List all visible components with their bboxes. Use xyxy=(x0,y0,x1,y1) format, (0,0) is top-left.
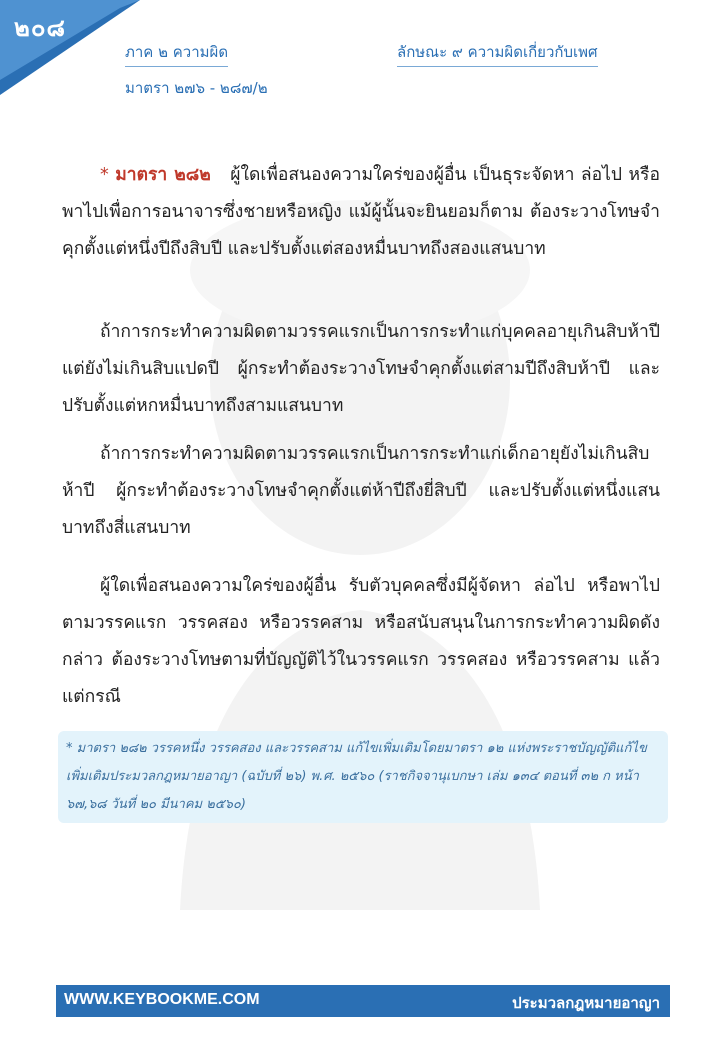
paragraph-2 xyxy=(62,314,660,425)
footer-bar xyxy=(56,985,670,1017)
article-label: มาตรา ๒๘๒ xyxy=(115,165,211,185)
footer-book-title: ประมวลกฎหมายอาญา xyxy=(512,994,660,1012)
paragraph-4-text: ผู้ใดเพื่อสนองความใคร่ของผู้อื่น รับตัวบุคคลซึ่งมีผู้จัดหา ล่อไป หรือพาไปตามวรรคแรก วรรคสอง หรือวรรคสาม หรือสนับสนุนในการกระทำความผิดดังกล่าว ต้องระวางโทษตามที่บัญญัติไว้ในวรรคแรก วรรคสอง หรือวรรคสาม แล้วแต่กรณี xyxy=(62,576,660,707)
amendment-star: * xyxy=(100,165,109,185)
paragraph-2-text: ถ้าการกระทำความผิดตามวรรคแรกเป็นการกระทำแก่บุคคลอายุเกินสิบห้าปีแต่ยังไม่เกินสิบแปดปี ผู้กระทำต้องระวางโทษจำคุกตั้งแต่สามปีถึงสิบห้าปี และปรับตั้งแต่หกหมื่นบาทถึงสามแสนบาท xyxy=(62,322,660,416)
header-sections: มาตรา ๒๗๖ - ๒๘๗/๒ xyxy=(125,79,268,97)
amendment-footnote: * มาตรา ๒๘๒ วรรคหนึ่ง วรรคสอง และวรรคสาม แก้ไขเพิ่มเติมโดยมาตรา ๑๒ แห่งพระราชบัญญัติแก้ไขเพิ่มเติมประมวลกฎหมายอาญา (ฉบับที่ ๒๖) พ.ศ. ๒๕๖๐ (ราชกิจจานุเบกษา เล่ม ๑๓๔ ตอนที่ ๓๒ ก หน้า ๖๗,๖๘ วันที่ ๒๐ มีนาคม ๒๕๖๐) xyxy=(58,731,668,823)
paragraph-3 xyxy=(62,436,660,547)
footer-website: WWW.KEYBOOKME.COM xyxy=(64,991,260,1008)
paragraph-1-text: ผู้ใดเพื่อสนองความใคร่ของผู้อื่น เป็นธุระจัดหา ล่อไป หรือพาไปเพื่อการอนาจารซึ่งชายหรือหญิง แม้ผู้นั้นจะยินยอมก็ตาม ต้องระวางโทษจำคุกตั้งแต่หนึ่งปีถึงสิบปี และปรับตั้งแต่สองหมื่นบาทถึงสองแสนบาท xyxy=(62,165,660,259)
paragraph-3-text: ถ้าการกระทำความผิดตามวรรคแรกเป็นการกระทำแก่เด็กอายุยังไม่เกินสิบห้าปี ผู้กระทำต้องระวางโทษจำคุกตั้งแต่ห้าปีถึงยี่สิบปี และปรับตั้งแต่หนึ่งแสนบาทถึงสี่แสนบาท xyxy=(62,444,660,538)
page-number: ๒๐๘ xyxy=(14,14,66,42)
header-chapter: ลักษณะ ๙ ความผิดเกี่ยวกับเพศ xyxy=(397,40,598,67)
paragraph-1 xyxy=(62,157,660,268)
paragraph-4 xyxy=(62,568,660,716)
header-part: ภาค ๒ ความผิด xyxy=(125,40,228,67)
